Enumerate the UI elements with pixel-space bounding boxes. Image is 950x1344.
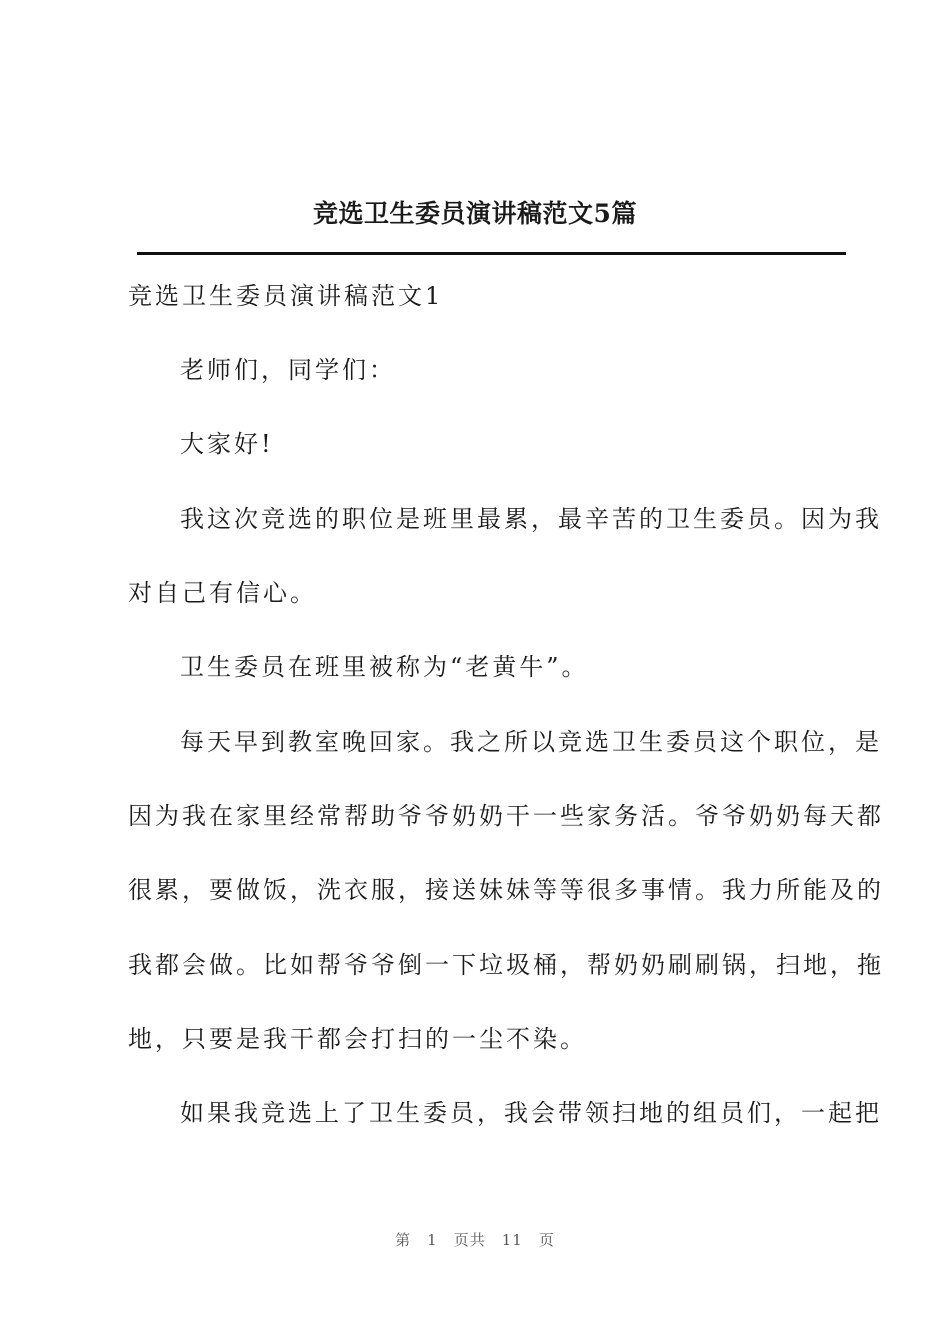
paragraph-line: 我都会做。比如帮爷爷倒一下垃圾桶，帮奶奶刷刷锅，扫地，拖	[128, 951, 884, 979]
footer-suffix: 页	[538, 1231, 555, 1249]
footer-prefix: 第	[395, 1231, 412, 1249]
paragraph-line: 很累，要做饭，洗衣服，接送妹妹等等很多事情。我力所能及的	[128, 876, 884, 904]
greeting-line: 大家好!	[180, 430, 274, 458]
paragraph-line: 我这次竞选的职位是班里最累，最辛苦的卫生委员。因为我	[180, 505, 882, 533]
footer-middle: 页共	[453, 1231, 486, 1249]
paragraph-line: 地，只要是我干都会打扫的一尘不染。	[128, 1025, 587, 1053]
section-heading: 竞选卫生委员演讲稿范文1	[128, 282, 444, 310]
paragraph-line: 对自己有信心。	[128, 579, 317, 607]
title-divider	[137, 252, 846, 255]
current-page-number: 1	[427, 1231, 438, 1249]
paragraph-line: 因为我在家里经常帮助爷爷奶奶干一些家务活。爷爷奶奶每天都	[128, 802, 884, 830]
page-footer	[0, 1228, 950, 1252]
salutation-line: 老师们，同学们：	[180, 356, 396, 384]
paragraph-line: 每天早到教室晚回家。我之所以竞选卫生委员这个职位，是	[180, 728, 882, 756]
document-title: 竞选卫生委员演讲稿范文5篇	[313, 199, 637, 228]
total-pages-number: 11	[501, 1231, 523, 1249]
paragraph-line: 卫生委员在班里被称为“老黄牛”。	[180, 653, 589, 681]
paragraph-line: 如果我竞选上了卫生委员，我会带领扫地的组员们，一起把	[180, 1099, 882, 1127]
